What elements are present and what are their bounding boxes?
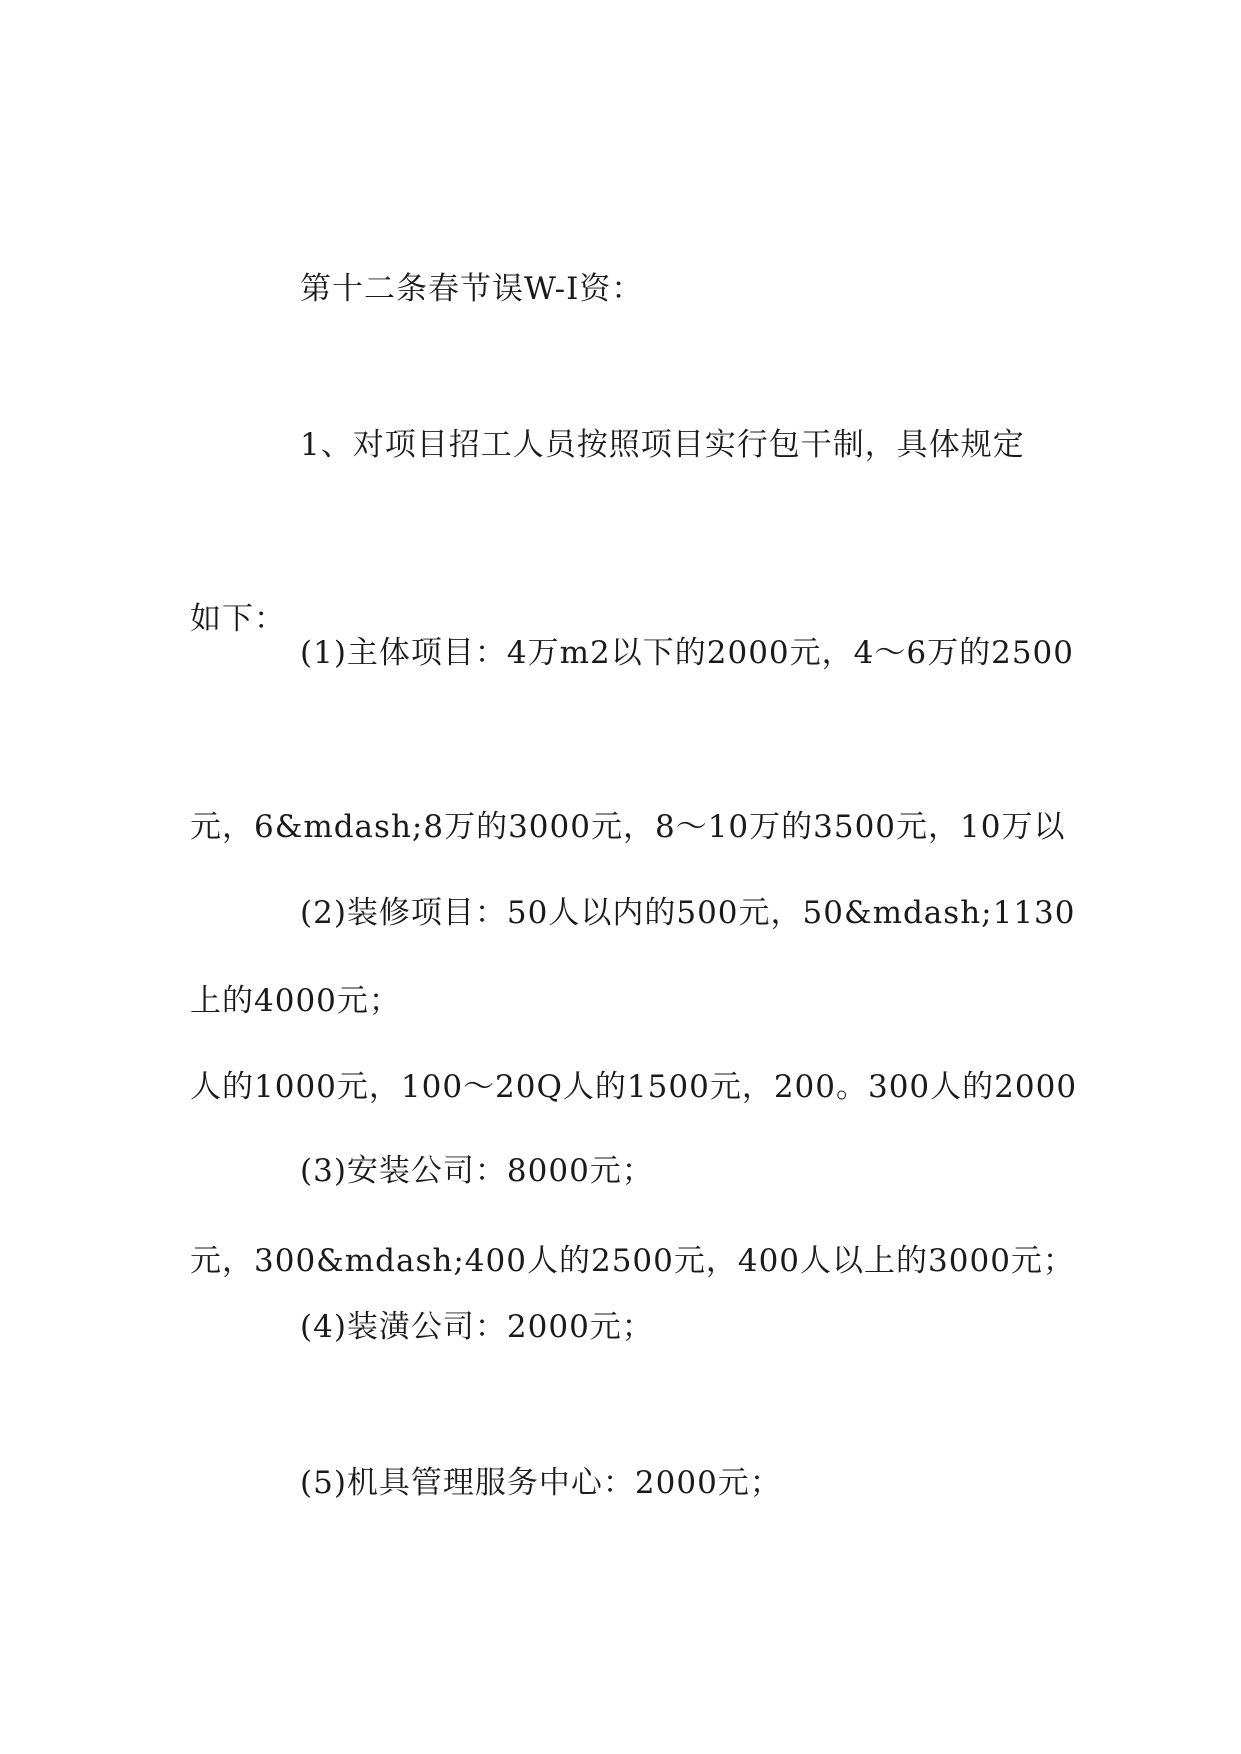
paragraph-line: 人的1000元，100～20Q人的1500元，200。300人的2000	[190, 1069, 1078, 1105]
paragraph-line: 元，6&mdash;8万的3000元，8～10万的3500元，10万以	[190, 809, 1066, 845]
paragraph-line: 上的4000元；	[190, 983, 401, 1019]
paragraph-line: (4)装潢公司：2000元；	[300, 1309, 654, 1345]
paragraph-line: (3)安装公司：8000元；	[300, 1153, 654, 1189]
heading-line: 第十二条春节误W-I资：	[300, 271, 644, 307]
paragraph-line: 元，300&mdash;400人的2500元，400人以上的3000元；	[190, 1243, 1075, 1279]
paragraph-6	[190, 1338, 1050, 1628]
paragraph-line: 1、对项目招工人员按照项目实行包干制，具体规定	[300, 427, 1025, 463]
paragraph-line: (1)主体项目：4万m2以下的2000元，4～6万的2500	[300, 635, 1074, 671]
paragraph-line: (2)装修项目：50人以内的500元，50&mdash;1130	[300, 895, 1076, 931]
paragraph-line: (5)机具管理服务中心：2000元；	[300, 1465, 782, 1501]
paragraph-line: 如下：	[190, 601, 286, 637]
